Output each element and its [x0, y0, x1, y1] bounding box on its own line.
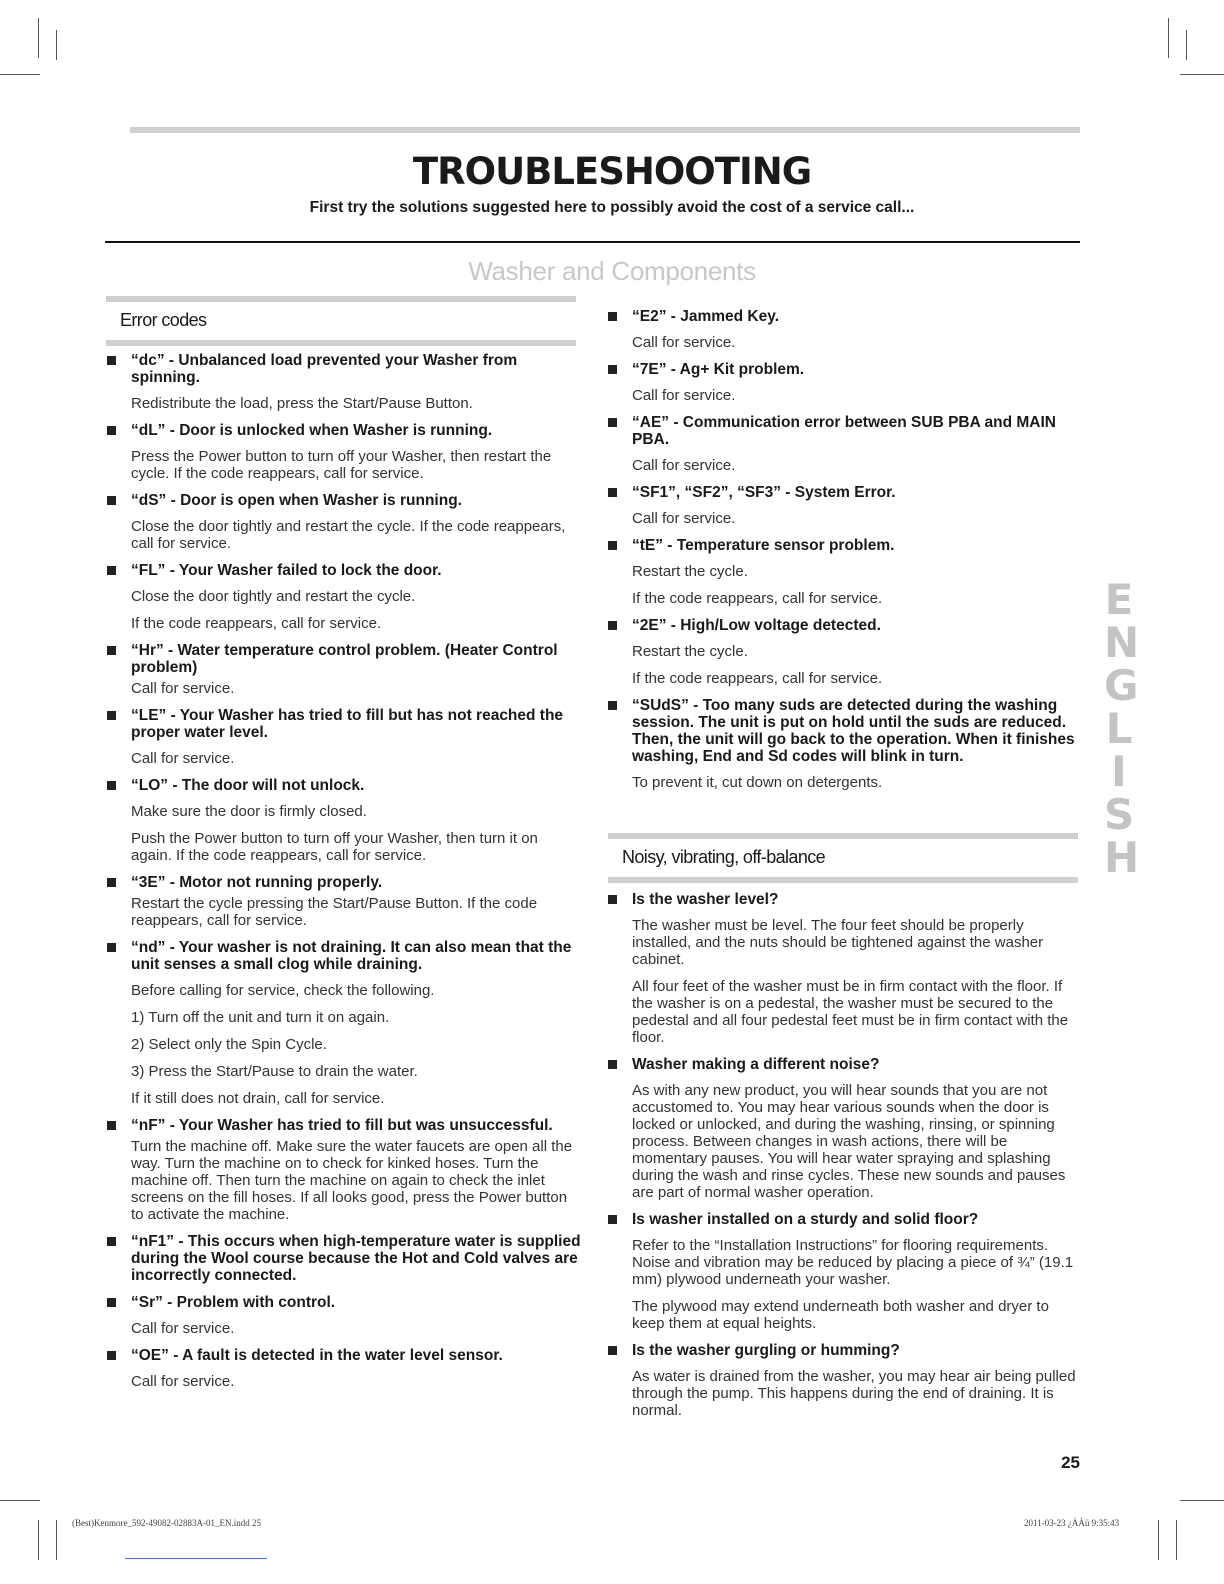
item-title: “LO” - The door will not unlock. — [131, 777, 365, 794]
item-title: “nF” - Your Washer has tried to fill but was unsuccessful. — [131, 1117, 553, 1134]
item-title: “dL” - Door is unlocked when Washer is running. — [131, 422, 493, 439]
error-codes-heading: Error codes — [120, 310, 207, 330]
side-tab-letter: S — [1104, 790, 1135, 839]
side-tab-letter: H — [1104, 833, 1140, 882]
item-body — [131, 803, 582, 864]
list-item — [608, 537, 1078, 607]
item-title: “Sr” - Problem with control. — [131, 1294, 336, 1311]
side-tab-letter: G — [1104, 661, 1139, 710]
list-item — [107, 492, 582, 552]
bullet-icon — [107, 1298, 116, 1307]
item-text: If the code reappears, call for service. — [632, 590, 883, 607]
item-text: 2) Select only the Spin Cycle. — [131, 1036, 327, 1053]
item-text: Call for service. — [632, 510, 736, 527]
footer-timestamp: 2011-03-23 ¿ÀÀü 9:35:43 — [1024, 1518, 1120, 1528]
item-body — [131, 1373, 582, 1390]
item-title: “FL” - Your Washer failed to lock the door. — [131, 562, 442, 579]
bullet-icon — [107, 1351, 116, 1360]
item-text: As with any new product, you will hear sounds that you are not accustomed to. You may hear various sounds when the door is locked or unlocked, and during the washing, rinsing, or spinning process. Between changes in wash actions, there will be momentary pauses. You will hear water spraying and splashing during the wash and rinse cycles. These new sounds and pauses are part of normal washer operation. — [632, 1082, 1066, 1201]
list-item — [107, 1233, 582, 1284]
bullet-icon — [107, 496, 116, 505]
crop-mark — [1176, 1520, 1177, 1560]
item-text: Restart the cycle pressing the Start/Pause Button. If the code reappears, call for service. — [131, 895, 538, 929]
item-text: Call for service. — [131, 750, 235, 767]
list-item — [608, 617, 1078, 687]
list-item — [608, 361, 1078, 404]
item-body — [632, 1237, 1083, 1332]
crop-mark — [1158, 1520, 1159, 1560]
noise-heading: Noisy, vibrating, off-balance — [622, 847, 826, 867]
item-text: The plywood may extend underneath both washer and dryer to keep them at equal heights. — [632, 1298, 1049, 1332]
bullet-icon — [608, 365, 617, 374]
bullet-icon — [107, 943, 116, 952]
item-title: “dc” - Unbalanced load prevented your Washer from spinning. — [131, 352, 518, 386]
list-item — [608, 1056, 1083, 1201]
item-body — [131, 588, 582, 632]
side-tab-letter: L — [1105, 704, 1133, 753]
item-text: 1) Turn off the unit and turn it on again. — [131, 1009, 390, 1026]
item-title: “E2” - Jammed Key. — [632, 308, 780, 325]
item-title: “nF1” - This occurs when high-temperature water is supplied during the Wool course because the Hot and Cold valves are incorrectly connected. — [131, 1233, 581, 1284]
list-item — [608, 697, 1078, 791]
bullet-icon — [608, 1215, 617, 1224]
side-tab-letter: E — [1104, 575, 1134, 624]
item-title: Is washer installed on a sturdy and solid floor? — [632, 1211, 979, 1228]
list-item — [107, 707, 582, 767]
header-rule — [105, 241, 1080, 243]
list-item — [107, 642, 582, 697]
item-text: Call for service. — [131, 1320, 235, 1337]
list-item — [107, 1347, 582, 1390]
item-body — [632, 334, 1078, 351]
bullet-icon — [107, 878, 116, 887]
item-title: “AE” - Communication error between SUB PBA and MAIN PBA. — [632, 414, 1056, 448]
item-text: All four feet of the washer must be in firm contact with the floor. If the washer is on a pedestal, the washer must be secured to the pedestal and all four pedestal feet must be in firm contact with the floor. — [632, 978, 1069, 1046]
item-text: Redistribute the load, press the Start/Pause Button. — [131, 395, 473, 412]
item-body — [632, 774, 1078, 791]
footer-blue-line — [125, 1558, 267, 1559]
item-title: “SF1”, “SF2”, “SF3” - System Error. — [632, 484, 896, 501]
item-text: If the code reappears, call for service. — [131, 615, 382, 632]
right-column — [608, 308, 1078, 791]
list-item — [107, 777, 582, 864]
bullet-icon — [107, 426, 116, 435]
item-text: Restart the cycle. — [632, 643, 748, 660]
list-item — [107, 874, 582, 929]
item-text: Close the door tightly and restart the cycle. — [131, 588, 416, 605]
crop-mark — [0, 1500, 40, 1501]
item-text: If the code reappears, call for service. — [632, 670, 883, 687]
language-side-tab — [1104, 575, 1140, 882]
crop-mark — [56, 30, 57, 60]
item-title: “2E” - High/Low voltage detected. — [632, 617, 881, 634]
crop-mark — [56, 1520, 57, 1560]
crop-mark — [0, 74, 40, 75]
item-title: Is the washer gurgling or humming? — [632, 1342, 900, 1359]
bullet-icon — [608, 541, 617, 550]
list-item — [107, 1117, 582, 1223]
item-body — [632, 563, 1078, 607]
item-text: Restart the cycle. — [632, 563, 748, 580]
crop-mark — [1168, 18, 1169, 58]
bullet-icon — [608, 1346, 617, 1355]
list-item — [107, 352, 582, 412]
item-body — [131, 448, 582, 482]
item-text: Call for service. — [632, 334, 736, 351]
item-body — [131, 518, 582, 552]
item-text: Make sure the door is firmly closed. — [131, 803, 367, 820]
item-body — [632, 387, 1078, 404]
list-item — [608, 1211, 1083, 1332]
item-text: Push the Power button to turn off your Washer, then turn it on again. If the code reappears, call for service. — [131, 830, 538, 864]
item-title: Is the washer level? — [632, 891, 779, 908]
item-title: “tE” - Temperature sensor problem. — [632, 537, 895, 554]
item-body — [131, 1138, 582, 1223]
section-title: Washer and Components — [468, 256, 756, 286]
crop-mark — [38, 1520, 39, 1560]
item-body — [632, 1368, 1083, 1419]
bullet-icon — [107, 711, 116, 720]
page-title: TROUBLESHOOTING — [412, 150, 812, 193]
item-body — [632, 917, 1083, 1046]
noise-list — [608, 891, 1083, 1419]
side-tab-letter: I — [1111, 747, 1127, 796]
error-codes-bar — [106, 340, 576, 346]
bullet-icon — [107, 1237, 116, 1246]
noise-section — [608, 833, 1078, 883]
item-text: Refer to the “Installation Instructions” for flooring requirements. Noise and vibration may be reduced by placing a piece of ¾” (19.1 mm) plywood underneath your washer. — [632, 1237, 1074, 1288]
item-text: As water is drained from the washer, you may hear air being pulled through the pump. This happens during the end of draining. It is normal. — [632, 1368, 1076, 1419]
item-title: “7E” - Ag+ Kit problem. — [632, 361, 805, 378]
crop-mark — [38, 18, 39, 58]
crop-mark — [1186, 30, 1187, 60]
crop-mark — [1180, 1500, 1224, 1501]
item-text: Call for service. — [632, 387, 736, 404]
bullet-icon — [608, 621, 617, 630]
item-body — [131, 395, 582, 412]
item-text: To prevent it, cut down on detergents. — [632, 774, 883, 791]
list-item — [608, 308, 1078, 351]
list-item — [608, 891, 1083, 1046]
item-body — [632, 1082, 1083, 1201]
item-body — [131, 750, 582, 767]
item-body — [131, 1320, 582, 1337]
noise-heading-bar — [608, 877, 1078, 883]
item-text: Close the door tightly and restart the cycle. If the code reappears, call for service. — [131, 518, 566, 552]
item-text: Call for service. — [632, 457, 736, 474]
item-body — [131, 982, 582, 1107]
item-text: The washer must be level. The four feet should be properly installed, and the nuts should be tightened against the washer cabinet. — [632, 917, 1044, 968]
page-number: 25 — [1061, 1453, 1080, 1472]
item-text: If it still does not drain, call for service. — [131, 1090, 385, 1107]
list-item — [107, 1294, 582, 1337]
bullet-icon — [608, 312, 617, 321]
bullet-icon — [608, 1060, 617, 1069]
error-code-list — [107, 352, 582, 1390]
list-item — [608, 414, 1078, 474]
item-body — [131, 680, 582, 697]
list-item — [608, 484, 1078, 527]
item-title: “SUdS” - Too many suds are detected during the washing session. The unit is put on hold until the suds are reduced. Then, the unit will go back to the operation. When it finishes washing, End and Sd codes will blink in turn. — [632, 697, 1075, 765]
page-subtitle: First try the solutions suggested here to possibly avoid the cost of a service call... — [309, 199, 915, 216]
footer-file-info: (Best)Kenmore_592-49082-02883A-01_EN.indd 25 — [72, 1518, 261, 1528]
item-body — [131, 895, 582, 929]
bullet-icon — [107, 1121, 116, 1130]
item-title: “Hr” - Water temperature control problem. (Heater Control problem) — [131, 642, 558, 676]
bullet-icon — [107, 781, 116, 790]
list-item — [107, 939, 582, 1107]
bullet-icon — [608, 895, 617, 904]
header-bar — [130, 127, 1080, 133]
item-text: Call for service. — [131, 680, 235, 697]
item-body — [632, 510, 1078, 527]
list-item — [107, 562, 582, 632]
item-title: “OE” - A fault is detected in the water level sensor. — [131, 1347, 503, 1364]
list-item — [608, 1342, 1083, 1419]
item-title: “nd” - Your washer is not draining. It can also mean that the unit senses a small clog while draining. — [131, 939, 572, 973]
bullet-icon — [608, 701, 617, 710]
list-item — [107, 422, 582, 482]
bullet-icon — [107, 646, 116, 655]
bullet-icon — [107, 566, 116, 575]
item-text: Before calling for service, check the following. — [131, 982, 435, 999]
item-text: 3) Press the Start/Pause to drain the water. — [131, 1063, 418, 1080]
left-column — [106, 296, 576, 346]
side-tab-letter: N — [1104, 618, 1140, 667]
item-title: Washer making a different noise? — [632, 1056, 880, 1073]
crop-mark — [1180, 74, 1224, 75]
bullet-icon — [107, 356, 116, 365]
bullet-icon — [608, 488, 617, 497]
item-text: Call for service. — [131, 1373, 235, 1390]
item-body — [632, 643, 1078, 687]
item-title: “LE” - Your Washer has tried to fill but has not reached the proper water level. — [131, 707, 564, 741]
item-title: “3E” - Motor not running properly. — [131, 874, 383, 891]
item-body — [632, 457, 1078, 474]
item-text: Press the Power button to turn off your Washer, then restart the cycle. If the code reappears, call for service. — [131, 448, 552, 482]
item-text: Turn the machine off. Make sure the water faucets are open all the way. Turn the machine on to check for kinked hoses. Turn the machine off. Then turn the machine on again to check the inlet screens on the fill hoses. If all looks good, press the Power button to activate the machine. — [131, 1138, 573, 1223]
bullet-icon — [608, 418, 617, 427]
item-title: “dS” - Door is open when Washer is running. — [131, 492, 462, 509]
